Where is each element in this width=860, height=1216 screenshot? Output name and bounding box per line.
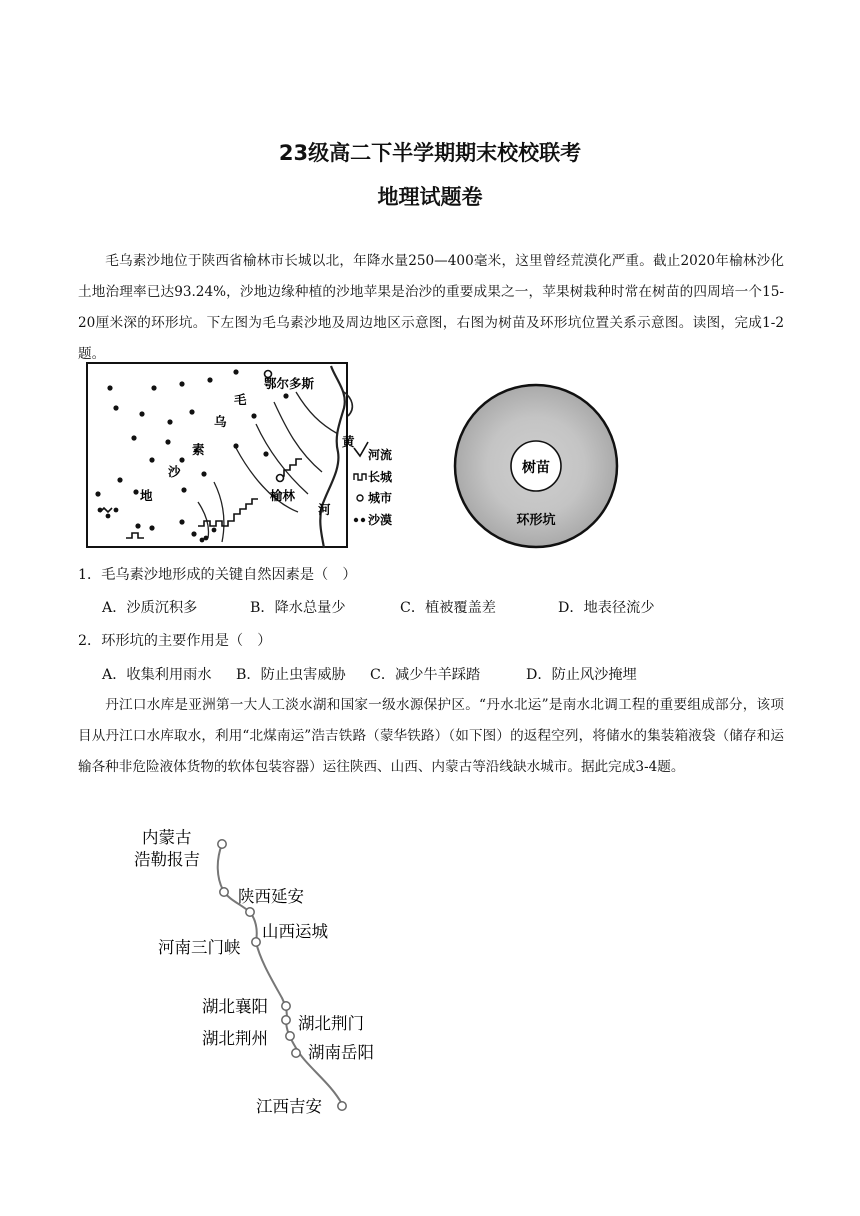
desert-icon bbox=[354, 518, 358, 522]
station-label-xiangyang: 湖北襄阳 bbox=[202, 997, 268, 1016]
river-5 bbox=[214, 482, 224, 542]
q2-option-b[interactable]: B．防止虫害威胁 bbox=[236, 667, 346, 683]
station-label-neimenggu: 内蒙古 bbox=[142, 828, 192, 847]
q2-option-d[interactable]: D．防止风沙掩埋 bbox=[526, 667, 637, 683]
river-icon bbox=[354, 442, 368, 456]
map-legend bbox=[354, 442, 393, 527]
river-1 bbox=[296, 392, 338, 434]
great-wall-icon bbox=[354, 474, 366, 480]
city-yulin-icon bbox=[277, 475, 284, 482]
q1-option-d[interactable]: D．地表径流少 bbox=[558, 600, 655, 616]
passage-1: 毛乌素沙地位于陕西省榆林市长城以北，年降水量250—400毫米，这里曾经荒漠化严重。截止2020年榆林沙化土地治理率已达93.24%，沙地边缘种植的沙地苹果是治沙的重要成果之一，苹果树栽种时常在树苗的四周培一个15-20厘米深的环形坑。下左图为毛乌素沙地及周边地区示意图，右图为树苗及环形坑位置关系示意图。读图，完成1-2题。 bbox=[78, 253, 784, 362]
ring-pit-label: 环形坑 bbox=[516, 513, 556, 528]
label-ordos: 鄂尔多斯 bbox=[264, 376, 315, 391]
q1-option-b[interactable]: B．降水总量少 bbox=[250, 600, 346, 616]
station-label-jingmen: 湖北荆门 bbox=[298, 1014, 364, 1033]
yellow-river bbox=[320, 366, 345, 548]
river-6 bbox=[198, 502, 209, 538]
station-markers bbox=[218, 840, 346, 1110]
q1-option-a[interactable]: A．沙质沉积多 bbox=[102, 600, 198, 616]
mu-us-desert-map bbox=[86, 362, 393, 550]
legend-wall-label: 长城 bbox=[368, 470, 393, 484]
q1-option-c[interactable]: C．植被覆盖差 bbox=[400, 600, 496, 616]
river-2 bbox=[274, 402, 322, 472]
legend-desert-label: 沙漠 bbox=[368, 513, 393, 527]
q2-option-c[interactable]: C．减少牛羊踩踏 bbox=[370, 667, 481, 683]
station-label-haolebaoji: 浩勒报吉 bbox=[134, 850, 200, 869]
station-label-sanmenxia: 河南三门峡 bbox=[158, 938, 241, 957]
label-su: 素 bbox=[192, 442, 205, 457]
passage-2: 丹江口水库是亚洲第一大人工淡水湖和国家一级水源保护区。“丹水北运”是南水北调工程的重要组成部分，该项目从丹江口水库取水，利用“北煤南运”浩吉铁路（蒙华铁路）（如下图）的返程空列，将储水的集装箱液袋（储存和运输各种非危险液体货物的软体包装容器）运往陕西、山西、内蒙古等沿线缺水城市。据此完成3-4题。 bbox=[78, 697, 784, 775]
label-huang: 黄 bbox=[342, 434, 355, 449]
label-yulin: 榆林 bbox=[270, 488, 296, 503]
label-sha: 沙 bbox=[168, 464, 181, 479]
station-label-yuncheng: 山西运城 bbox=[262, 922, 328, 941]
page-subtitle: 地理试题卷 bbox=[377, 185, 483, 209]
label-wu: 乌 bbox=[214, 414, 227, 429]
question-2-stem: 2．环形坑的主要作用是（ ） bbox=[78, 633, 272, 649]
label-mao: 毛 bbox=[234, 392, 247, 407]
label-di: 地 bbox=[140, 488, 153, 503]
ring-pit-diagram bbox=[452, 382, 620, 550]
station-label-yueyang: 湖南岳阳 bbox=[308, 1043, 374, 1062]
station-label-yanan: 陕西延安 bbox=[238, 887, 304, 906]
railway-line bbox=[218, 844, 342, 1104]
question-1-stem: 1．毛乌素沙地形成的关键自然因素是（ ） bbox=[78, 567, 357, 583]
legend-city-label: 城市 bbox=[368, 491, 393, 505]
city-icon bbox=[357, 495, 363, 501]
legend-river-label: 河流 bbox=[368, 448, 393, 462]
haoji-railway-map bbox=[120, 820, 380, 1120]
page-title: 23级高二下半学期期末校校联考 bbox=[278, 141, 582, 165]
label-he: 河 bbox=[318, 502, 331, 517]
seedling-label: 树苗 bbox=[522, 460, 550, 476]
q2-option-a[interactable]: A．收集利用雨水 bbox=[102, 667, 212, 683]
station-label-jingzhou: 湖北荆州 bbox=[202, 1029, 268, 1048]
station-label-jian: 江西吉安 bbox=[256, 1097, 322, 1116]
